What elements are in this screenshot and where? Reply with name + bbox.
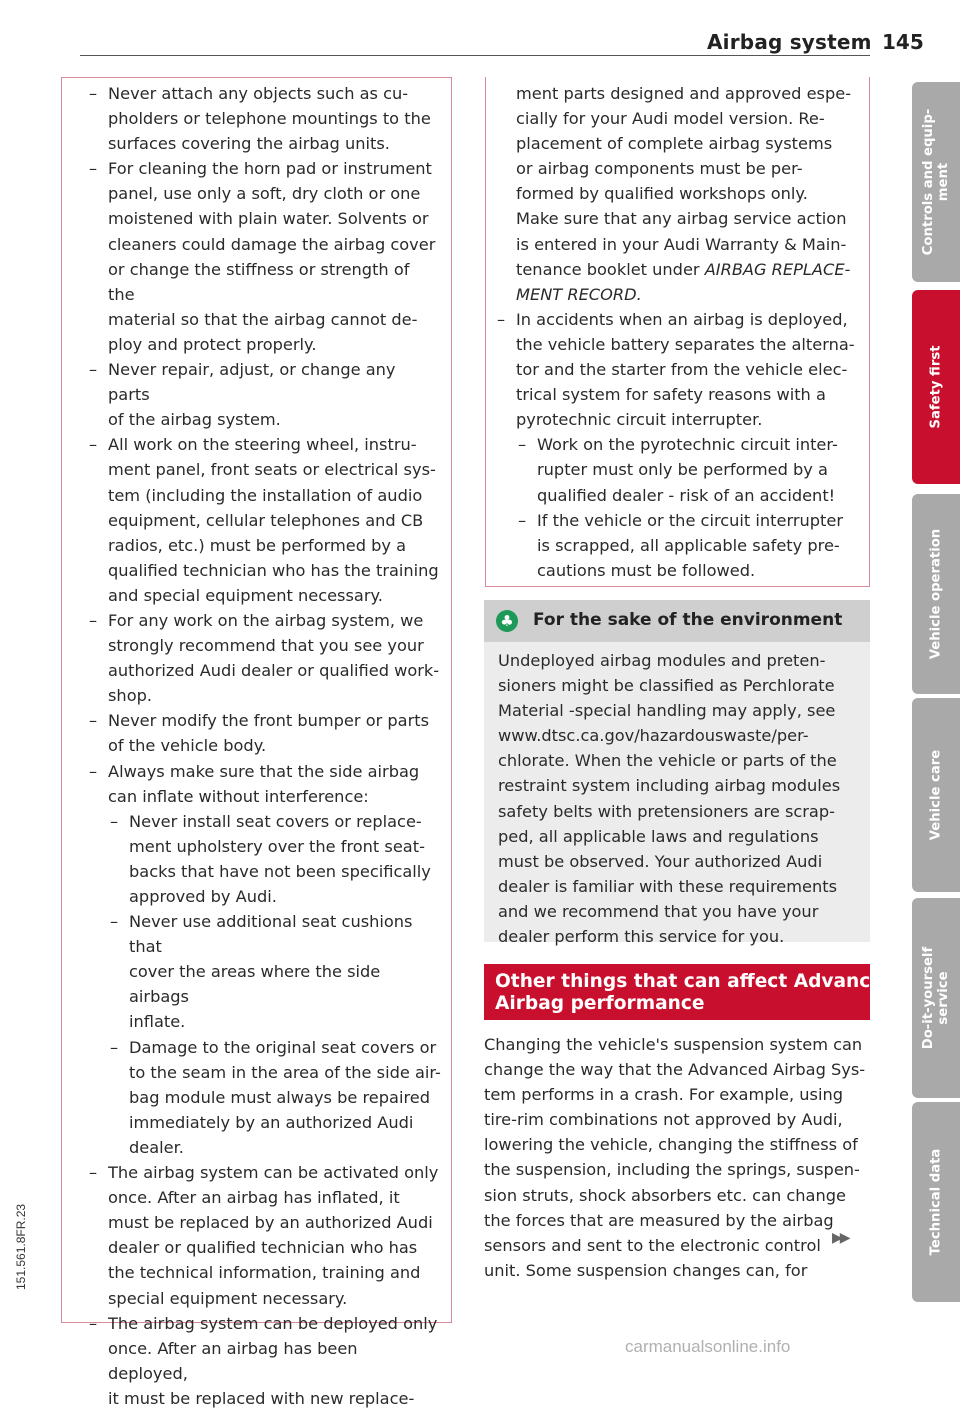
text-line: to the seam in the area of the side air-	[129, 1062, 441, 1082]
warning-list-item	[497, 307, 863, 432]
text-line: – Never install seat covers or replace-	[129, 811, 422, 831]
continue-arrow-icon: ▶▶	[832, 1230, 848, 1246]
text-line: backs that have not been specifically	[129, 861, 431, 881]
body-text-line: tire-rim combinations not approved by Audi,	[484, 1110, 843, 1130]
text-line: pholders or telephone mountings to the	[108, 109, 431, 129]
document-code: 151.561.8FR.23	[14, 1203, 28, 1290]
chapter-tab[interactable]	[912, 898, 960, 1098]
text-line: MENT RECORD.	[516, 284, 642, 304]
text-line: ment parts designed and approved espe-	[516, 84, 852, 103]
text-line: cover the areas where the side airbags	[129, 962, 381, 1007]
text-line: trical system for safety reasons with a	[516, 385, 826, 405]
text-line: – Never use additional seat cushions that	[129, 912, 413, 957]
warning-list-item	[89, 1160, 441, 1311]
chapter-tab[interactable]	[912, 290, 960, 484]
text-line: ment panel, front seats or electrical sys-	[108, 460, 436, 480]
section-heading-line: Other things that can affect Advanced	[495, 971, 897, 992]
environment-note-line: dealer is familiar with these requirements	[498, 876, 837, 896]
text-line: approved by Audi.	[129, 887, 277, 906]
chapter-tab-label-line: Controls and equip-	[921, 108, 936, 256]
chapter-tab-label	[929, 345, 944, 428]
text-line: equipment, cellular telephones and CB	[108, 510, 424, 530]
header-section-title: Airbag system	[707, 30, 872, 54]
environment-note-line: and we recommend that you have your	[498, 901, 819, 921]
text-line: it must be replaced with new replace-	[108, 1388, 415, 1408]
text-line: tem (including the installation of audio	[108, 485, 423, 505]
page-number: 145	[882, 30, 924, 54]
text-line: authorized Audi dealer or qualified work-	[108, 661, 440, 681]
environment-note-line: must be observed. Your authorized Audi	[498, 851, 823, 871]
text-line: – Never attach any objects such as cu-	[108, 84, 409, 103]
text-line: strongly recommend that you see your	[108, 636, 424, 656]
chapter-tab-label-line: Safety first	[928, 345, 944, 429]
text-line: – Never repair, adjust, or change any parts	[108, 360, 396, 405]
chapter-tab-label	[921, 947, 951, 1049]
chapter-tab-label	[929, 750, 944, 840]
section-body-text	[484, 1032, 874, 1283]
chapter-tab[interactable]	[912, 494, 960, 694]
header-divider	[80, 55, 870, 56]
text-line: dealer.	[129, 1137, 184, 1157]
text-line: once. After an airbag has been deployed,	[108, 1338, 358, 1383]
warning-list-item	[89, 81, 441, 156]
environment-note-line: Undeployed airbag modules and preten-	[498, 651, 826, 670]
body-text-line: sensors and sent to the electronic control	[484, 1235, 821, 1255]
text-line: cautions must be followed.	[537, 560, 756, 580]
text-line: moistened with plain water. Solvents or	[108, 209, 429, 229]
text-line: once. After an airbag has inflated, it	[108, 1188, 400, 1208]
body-text-line: lowering the vehicle, changing the stiffness of	[484, 1135, 858, 1155]
text-line: is scrapped, all applicable safety pre-	[537, 535, 840, 555]
environment-note-line: ped, all applicable laws and regulations	[498, 826, 819, 846]
warning-list-item	[89, 357, 441, 432]
text-line: ploy and protect properly.	[108, 334, 317, 354]
warning-list-item	[89, 708, 441, 758]
environment-note-header	[484, 600, 870, 642]
environment-note-line: chlorate. When the vehicle or parts of the	[498, 751, 837, 771]
text-line: – If the vehicle or the circuit interrupter	[537, 510, 843, 530]
chapter-tab-label	[929, 529, 944, 659]
environment-note-line: restraint system including airbag modules	[498, 776, 841, 796]
environment-note-line: www.dtsc.ca.gov/hazardouswaste/per-	[498, 726, 809, 746]
text-line: – For any work on the airbag system, we	[108, 610, 424, 630]
text-line: cleaners could damage the airbag cover	[108, 234, 436, 254]
text-line: the vehicle battery separates the alterna-	[516, 334, 855, 354]
chapter-tab[interactable]	[912, 82, 960, 282]
warning-list-item	[89, 809, 441, 909]
warning-list-item	[89, 1035, 441, 1160]
text-line: of the airbag system.	[108, 410, 281, 430]
environment-note-line: Material -special handling may apply, see	[498, 701, 836, 721]
body-text-line: the suspension, including the springs, suspen-	[484, 1160, 860, 1180]
warning-list-item	[89, 909, 441, 1034]
text-line: placement of complete airbag systems	[516, 134, 833, 154]
environment-note-title: For the sake of the environment	[533, 610, 843, 630]
warning-list-item	[89, 608, 441, 708]
text-line: and special equipment necessary.	[108, 585, 383, 605]
text-line: immediately by an authorized Audi	[129, 1112, 414, 1132]
text-line: cially for your Audi model version. Re-	[516, 109, 825, 129]
text-line: – Damage to the original seat covers or	[129, 1037, 437, 1057]
body-text-line: tem performs in a crash. For example, using	[484, 1085, 843, 1105]
environment-note	[484, 600, 870, 947]
text-line: or change the stiffness or strength of the	[108, 259, 410, 304]
body-text-line: unit. Some suspension changes can, for	[484, 1260, 808, 1280]
chapter-tab-label-line: Vehicle operation	[928, 528, 944, 660]
text-line: can inflate without interference:	[108, 786, 369, 806]
section-heading-bar	[484, 964, 897, 1020]
chapter-tab-label	[929, 1149, 944, 1256]
text-line: bag module must always be repaired	[129, 1087, 430, 1107]
text-line: panel, use only a soft, dry cloth or one	[108, 184, 421, 204]
environment-note-line: dealer perform this service for you.	[498, 927, 785, 947]
body-text-line: sion struts, shock absorbers etc. can change	[484, 1185, 846, 1205]
warning-list-item	[89, 759, 441, 809]
right-warning-list	[497, 81, 863, 583]
text-line: – In accidents when an airbag is deployed,	[516, 309, 848, 329]
leaf-icon: ♣	[496, 610, 518, 632]
text-line: inflate.	[129, 1012, 186, 1032]
text-line: – Never modify the front bumper or parts	[108, 711, 430, 731]
environment-note-line: safety belts with pretensioners are scrap-	[498, 801, 835, 821]
chapter-tab-label-line: ment	[936, 162, 951, 202]
warning-list-item	[89, 156, 441, 357]
text-line: – For cleaning the horn pad or instrument	[108, 159, 432, 179]
chapter-tab-label-line: service	[936, 971, 951, 1025]
text-line: qualified dealer - risk of an accident!	[537, 485, 836, 505]
left-warning-list	[89, 81, 441, 1411]
body-text-line: Changing the vehicle's suspension system can	[484, 1035, 863, 1054]
warning-list-item	[497, 508, 863, 583]
chapter-tab[interactable]	[912, 698, 960, 892]
text-line: – Always make sure that the side airbag	[108, 761, 420, 781]
watermark: carmanualsonline.info	[625, 1337, 791, 1356]
chapter-tab[interactable]	[912, 1102, 960, 1302]
section-heading-line: Airbag performance	[495, 993, 705, 1014]
text-line: – Work on the pyrotechnic circuit inter-	[537, 435, 838, 455]
text-line: the technical information, training and	[108, 1263, 421, 1283]
body-text-line: change the way that the Advanced Airbag Sys-	[484, 1060, 866, 1080]
warning-list-item	[497, 81, 863, 307]
text-line: is entered in your Audi Warranty & Main-	[516, 234, 847, 254]
text-line: ment upholstery over the front seat-	[129, 836, 425, 856]
section-heading	[495, 971, 896, 1015]
text-line: radios, etc.) must be performed by a	[108, 535, 407, 555]
text-line: tenance booklet under AIRBAG REPLACE-	[516, 259, 851, 279]
text-line: of the vehicle body.	[108, 736, 267, 756]
text-line: tor and the starter from the vehicle elec-	[516, 360, 848, 380]
chapter-tab-label-line: Do-it-yourself	[921, 946, 936, 1050]
text-line: – The airbag system can be activated only	[108, 1163, 439, 1183]
text-line: special equipment necessary.	[108, 1288, 348, 1308]
chapter-tab-label-line: Technical data	[928, 1148, 944, 1256]
environment-note-body	[498, 648, 860, 949]
text-line: qualified technician who has the training	[108, 560, 439, 580]
warning-list-item	[497, 432, 863, 507]
body-text-line: the forces that are measured by the airbag	[484, 1210, 834, 1230]
environment-note-line: sioners might be classified as Perchlorate	[498, 676, 835, 696]
text-line: rupter must only be performed by a	[537, 460, 828, 480]
chapter-tab-label	[921, 109, 951, 255]
text-line: material so that the airbag cannot de-	[108, 309, 418, 329]
text-line: – All work on the steering wheel, instru-	[108, 435, 417, 455]
warning-list-item	[89, 432, 441, 608]
text-line: or airbag components must be per-	[516, 159, 803, 179]
text-line: – The airbag system can be deployed only	[108, 1313, 438, 1333]
text-line: must be replaced by an authorized Audi	[108, 1213, 433, 1233]
text-line: surfaces covering the airbag units.	[108, 134, 390, 154]
chapter-tab-label-line: Vehicle care	[928, 749, 944, 841]
text-line: pyrotechnic circuit interrupter.	[516, 410, 763, 430]
text-line: shop.	[108, 686, 153, 706]
text-line: Make sure that any airbag service action	[516, 209, 847, 229]
text-line: formed by qualified workshops only.	[516, 184, 808, 204]
text-line: dealer or qualified technician who has	[108, 1238, 418, 1258]
